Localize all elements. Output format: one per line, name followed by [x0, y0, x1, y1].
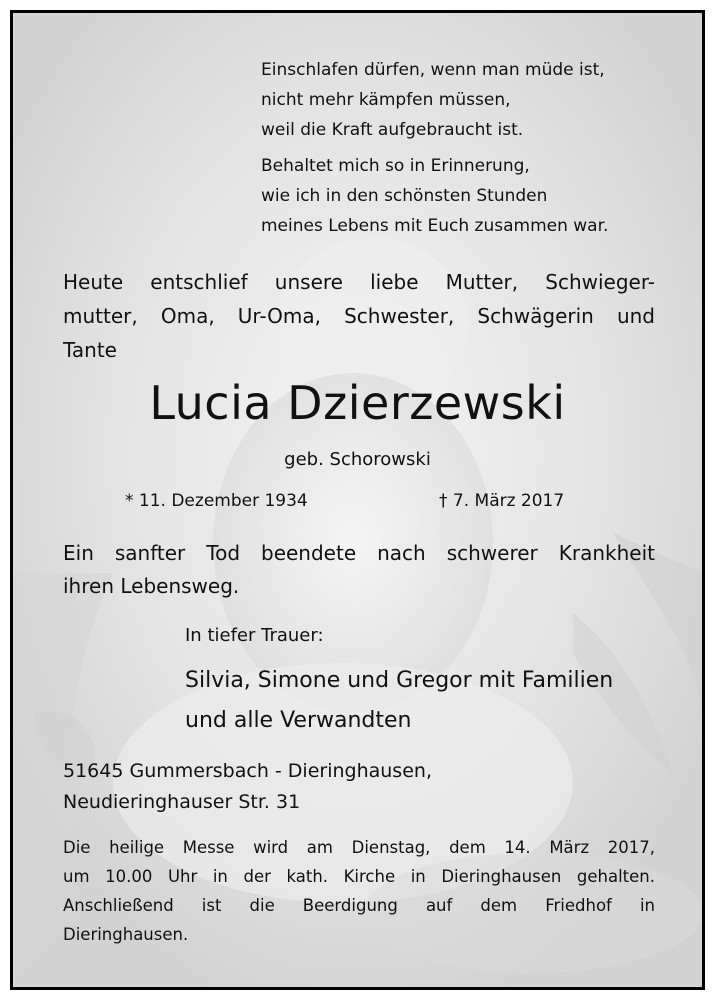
passing-line: ihren Lebensweg. — [63, 574, 240, 598]
birth-date: * 11. Dezember 1934 — [125, 491, 308, 511]
birth-name: geb. Schorowski — [284, 449, 431, 470]
intro-line: Heute entschlief unsere liebe Mutter, Schwieger- — [63, 270, 655, 294]
service-info — [63, 833, 655, 949]
death-date: † 7. März 2017 — [439, 491, 565, 511]
passing-line: Ein sanfter Tod beendete nach schwerer Krankheit — [63, 541, 655, 565]
service-line: Die heilige Messe wird am Dienstag, dem 14. März 2017, — [63, 838, 655, 857]
poem-line: weil die Kraft aufgebraucht ist. — [261, 120, 524, 140]
address — [63, 756, 432, 818]
mourners-line: und alle Verwandten — [185, 708, 412, 733]
poem-line: nicht mehr kämpfen müssen, — [261, 90, 511, 110]
passing-text — [63, 537, 655, 603]
service-line: um 10.00 Uhr in der kath. Kirche in Dieringhausen gehalten. — [63, 867, 655, 886]
service-line: Dieringhausen. — [63, 925, 189, 944]
deceased-name: Lucia Dzierzewski — [149, 376, 566, 430]
service-line: Anschließend ist die Beerdigung auf dem Friedhof in — [63, 896, 655, 915]
intro-line: mutter, Oma, Ur-Oma, Schwester, Schwägerin und — [63, 304, 655, 328]
intro-line: Tante — [63, 338, 117, 362]
poem-stanza-1 — [261, 55, 605, 145]
mourners-heading: In tiefer Trauer: — [185, 625, 324, 646]
poem-stanza-2 — [261, 151, 608, 241]
mourners-line: Silvia, Simone und Gregor mit Familien — [185, 668, 614, 693]
intro-text — [63, 265, 655, 367]
poem-line: Einschlafen dürfen, wenn man müde ist, — [261, 60, 605, 80]
poem-line: Behaltet mich so in Erinnerung, — [261, 156, 530, 176]
address-line: Neudieringhauser Str. 31 — [63, 791, 301, 813]
poem-line: wie ich in den schönsten Stunden — [261, 186, 548, 206]
poem-line: meines Lebens mit Euch zusammen war. — [261, 216, 609, 236]
obituary-frame — [10, 10, 705, 990]
address-line: 51645 Gummersbach - Dieringhausen, — [63, 760, 432, 782]
mourners-list — [185, 661, 613, 741]
